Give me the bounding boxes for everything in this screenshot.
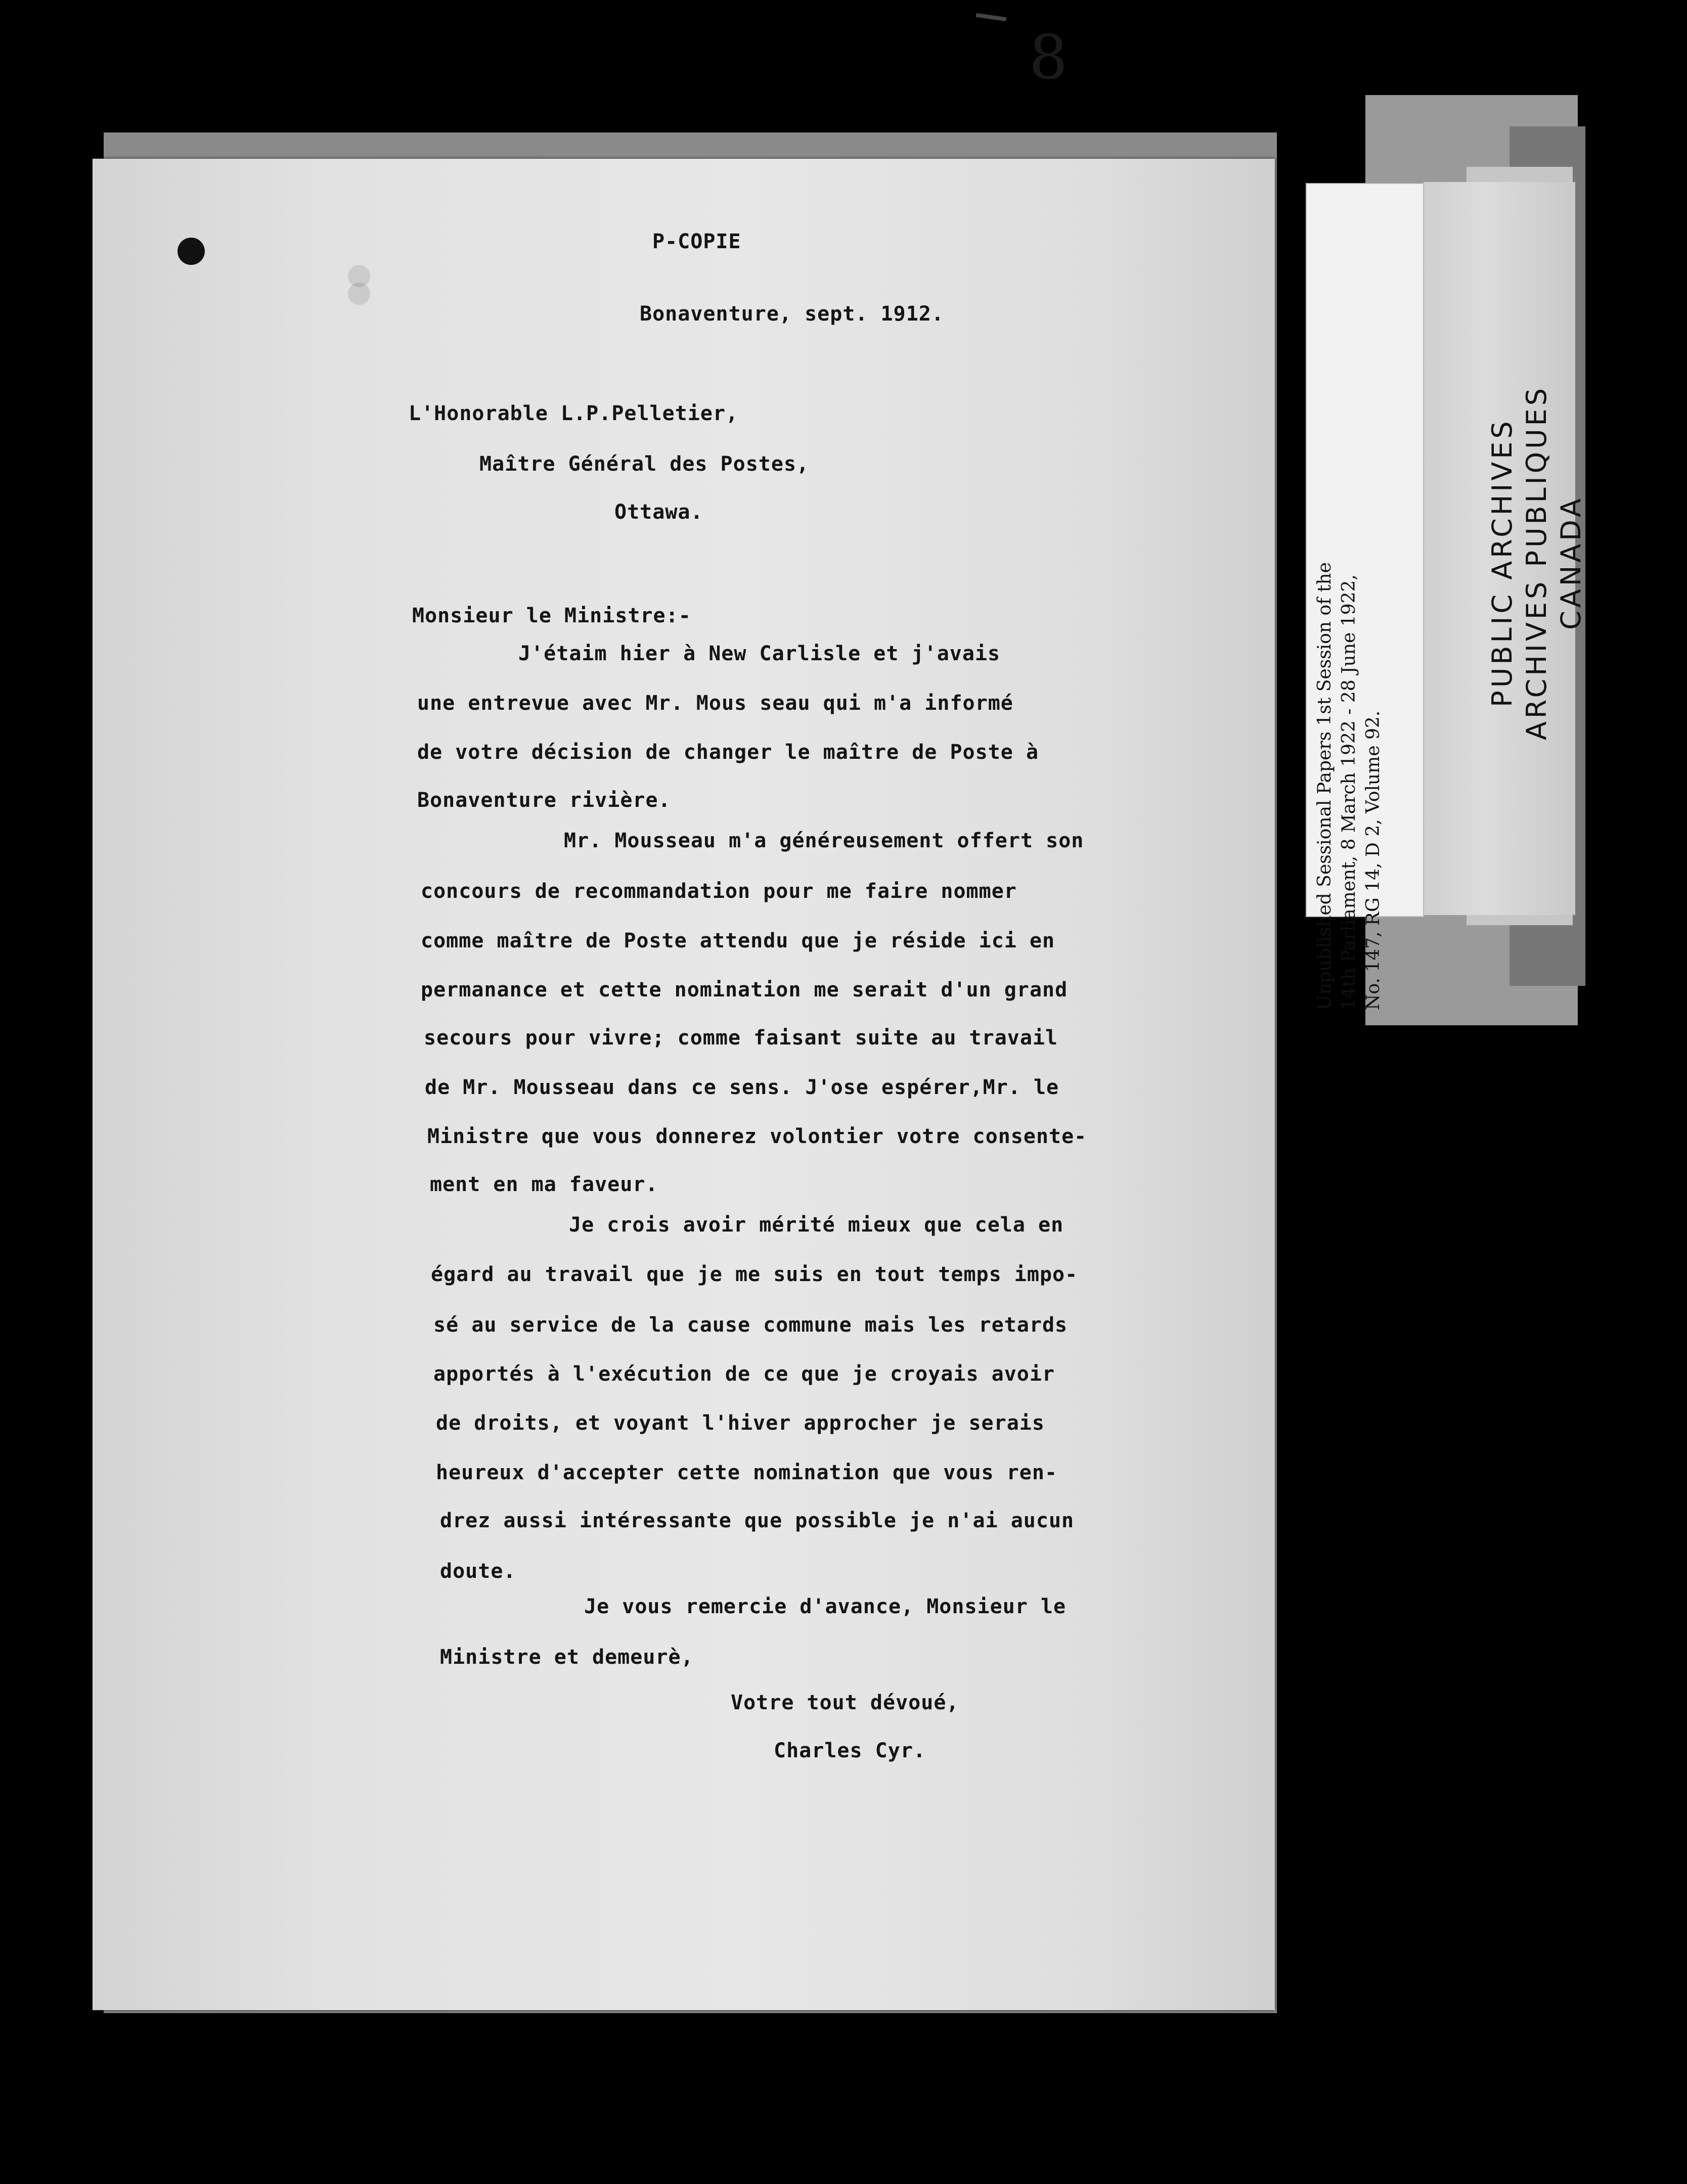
body-line: permanance et cette nomination me serait d'un grand [421, 978, 1068, 1002]
archive-label-line-2: 14th Parliament, 8 March 1922 - 28 June 1922, [1339, 574, 1359, 1010]
body-line: Je vous remercie d'avance, Monsieur le [584, 1595, 1067, 1618]
letter-header: P-COPIE [652, 230, 741, 253]
archive-label-line-3: No. 147, RG 14, D 2, Volume 92. [1363, 710, 1384, 1010]
body-line: égard au travail que je me suis en tout temps impo- [431, 1263, 1078, 1286]
handwritten-page-number: 8 [1029, 23, 1068, 93]
body-line: secours pour vivre; comme faisant suite au travail [424, 1026, 1058, 1050]
closing: Votre tout dévoué, [731, 1691, 959, 1714]
smudge [348, 283, 370, 305]
archive-label-text [1313, 120, 1414, 1010]
salutation: Monsieur le Ministre:- [412, 604, 691, 627]
body-line: ment en ma faveur. [430, 1173, 658, 1196]
recipient-line-1: L'Honorable L.P.Pelletier, [409, 402, 739, 425]
body-line: une entrevue avec Mr. Mous seau qui m'a informé [417, 692, 1013, 715]
signature: Charles Cyr. [774, 1739, 926, 1762]
body-line: Ministre et demeurè, [440, 1646, 694, 1669]
recipient-line-3: Ottawa. [614, 500, 703, 524]
body-line: Bonaventure rivière. [417, 789, 671, 812]
body-line: Mr. Mousseau m'a généreusement offert son [564, 829, 1084, 852]
stamp-line-3: CANADA [1555, 495, 1587, 630]
body-line: comme maître de Poste attendu que je réside ici en [421, 929, 1055, 952]
body-line: doute. [440, 1560, 516, 1583]
recipient-line-2: Maître Général des Postes, [479, 452, 810, 476]
body-line: Je crois avoir mérité mieux que cela en [569, 1213, 1064, 1237]
body-line: de votre décision de changer le maître de Poste à [417, 741, 1039, 764]
body-line: concours de recommandation pour me faire nommer [421, 880, 1017, 903]
body-line: de droits, et voyant l'hiver approcher je serais [436, 1412, 1045, 1435]
stamp-line-2: ARCHIVES PUBLIQUES [1521, 385, 1552, 741]
stamp-line-1: PUBLIC ARCHIVES [1486, 418, 1518, 707]
place-date: Bonaventure, sept. 1912. [640, 302, 944, 326]
archive-label-line-1: Unpublished Sessional Papers 1st Session of the [1314, 562, 1335, 1010]
body-line: J'étaim hier à New Carlisle et j'avais [518, 642, 1001, 665]
body-line: de Mr. Mousseau dans ce sens. J'ose espérer,Mr. le [425, 1076, 1059, 1099]
body-line: heureux d'accepter cette nomination que vous ren- [436, 1461, 1058, 1484]
body-line: drez aussi intéressante que possible je n'ai aucun [440, 1509, 1075, 1532]
body-line: Ministre que vous donnerez volontier votre consente- [427, 1125, 1087, 1148]
body-line: apportés à l'exécution de ce que je croyais avoir [433, 1362, 1055, 1386]
body-line: sé au service de la cause commune mais les retards [433, 1313, 1068, 1337]
archives-stamp [1485, 168, 1591, 957]
punch-hole [177, 238, 205, 265]
